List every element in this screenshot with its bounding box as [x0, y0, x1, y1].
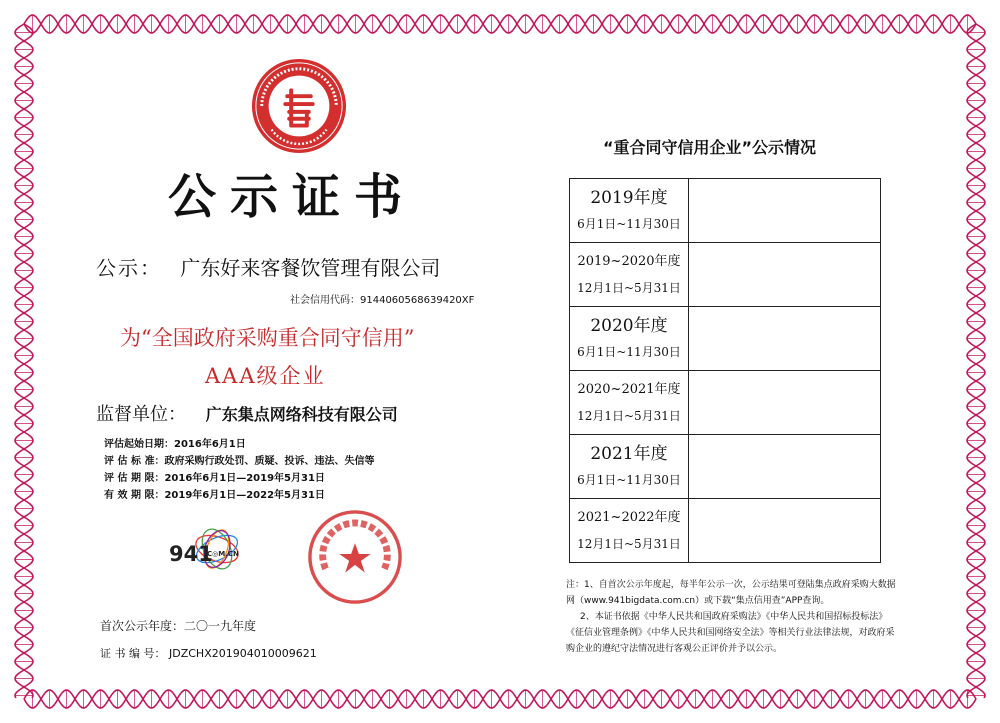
- publication-result-cell: [689, 435, 881, 499]
- note-2: 2、本证书依据《中华人民共和国政府采购法》《中华人民共和国招标投标法》《征信业管理条例》《中华人民共和国网络安全法》等相关行业法律法规，对政府采购企业的遵纪守法情况进行客观公正评价并予以公示。: [566, 612, 895, 654]
- 941-logo: [169, 523, 279, 575]
- award-line-1: 为“全国政府采购重合同守信用”: [120, 326, 415, 350]
- evaluation-start-date: 评估起始日期：2016年6月1日: [104, 439, 246, 450]
- publicized-company: [96, 252, 440, 281]
- certificate-title: 公示证书: [168, 169, 417, 225]
- certificate-notes: [566, 577, 896, 657]
- publication-date-range: 6月1日~11月30日: [577, 473, 681, 487]
- publication-date-range: 6月1日~11月30日: [577, 345, 681, 359]
- publication-date-range: 12月1日~5月31日: [577, 281, 681, 295]
- publication-period-cell: [570, 499, 689, 563]
- company-label: 公示：: [96, 256, 162, 280]
- logo-941-number: 941: [169, 542, 213, 566]
- publication-result-cell: [689, 499, 881, 563]
- supervisor-label: 监督单位：: [96, 404, 186, 425]
- publication-date-range: 12月1日~5月31日: [577, 409, 681, 423]
- logo-941-domain: C◎M.CN: [207, 550, 239, 558]
- publication-year: 2021年度: [590, 444, 668, 464]
- company-name: 广东好来客餐饮管理有限公司: [180, 256, 441, 280]
- publication-year: 2020~2021年度: [577, 382, 681, 397]
- evaluation-standard: 评 估 标 准：政府采购行政处罚、质疑、投诉、违法、失信等: [104, 456, 375, 467]
- evaluation-info: [104, 436, 374, 504]
- publication-row: [570, 371, 881, 435]
- publication-date-range: 6月1日~11月30日: [577, 217, 681, 231]
- credit-code: 社会信用代码：914406056863942​0XF: [290, 295, 475, 306]
- publication-period-cell: [570, 307, 689, 371]
- publication-date-range: 12月1日~5月31日: [577, 537, 681, 551]
- publication-year: 2019年度: [590, 188, 668, 208]
- evaluation-period: 评 估 期 限：2016年6月1日—2019年5月31日: [104, 473, 325, 484]
- publication-result-cell: [689, 243, 881, 307]
- publication-result-cell: [689, 307, 881, 371]
- publication-row: [570, 435, 881, 499]
- publication-period-cell: [570, 243, 689, 307]
- publication-result-cell: [689, 371, 881, 435]
- company-red-seal: [306, 508, 404, 606]
- supervisor-unit: [96, 400, 398, 426]
- publication-period-cell: [570, 371, 689, 435]
- note-1: 注：1、自首次公示年度起，每半年公示一次，公示结果可登陆集点政府采购大数据网（www.941bigdata.com.cn）或下载“集点信用查”APP查询。: [566, 580, 896, 606]
- supervisor-name: 广东集点网络科技有限公司: [205, 405, 398, 424]
- publication-year: 2019~2020年度: [577, 254, 681, 269]
- publication-year: 2021~2022年度: [577, 510, 681, 525]
- publication-row: [570, 179, 881, 243]
- publication-table-title: “重合同守信用企业”公示情况: [603, 138, 817, 157]
- first-publication-year: 首次公示年度：二〇一九年度: [100, 619, 257, 633]
- validity-period: 有 效 期 限：2019年6月1日—2022年5月31日: [104, 490, 325, 501]
- certificate-number: 证 书 编 号： JDZCHX201904010009621: [100, 647, 317, 660]
- publication-row: [570, 307, 881, 371]
- publication-year: 2020年度: [590, 316, 668, 336]
- publication-period-cell: [570, 435, 689, 499]
- publication-row: [570, 499, 881, 563]
- publication-row: [570, 243, 881, 307]
- publication-status-table: [569, 178, 881, 563]
- publication-result-cell: [689, 179, 881, 243]
- award-line-2: AAA级企业: [205, 364, 326, 388]
- certificate-logo-seal: [250, 57, 348, 155]
- publication-period-cell: [570, 179, 689, 243]
